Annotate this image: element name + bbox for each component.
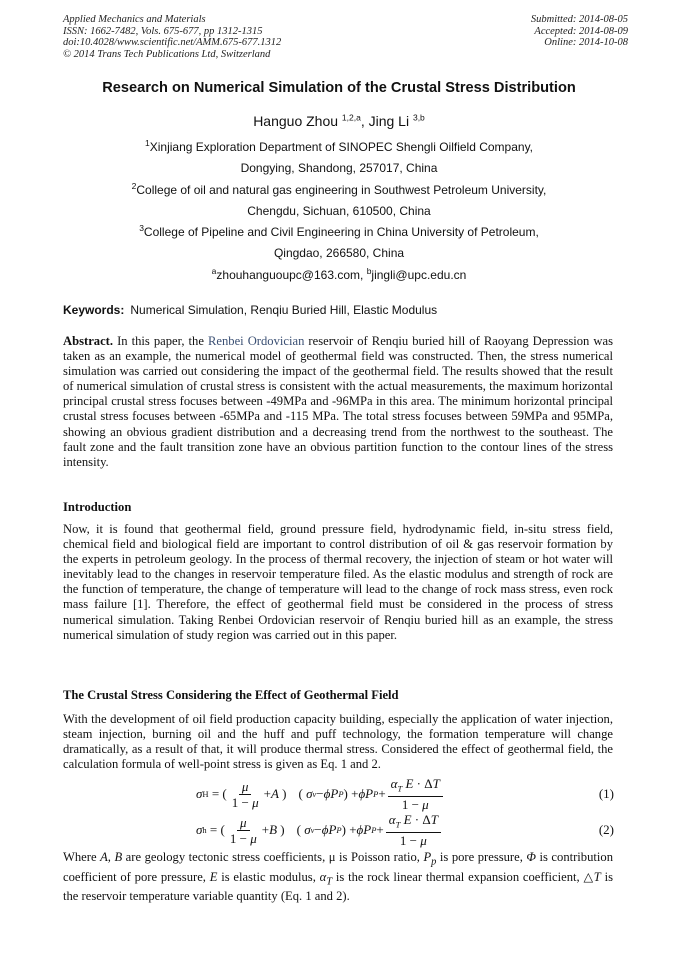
delta-icon: △ xyxy=(583,869,594,884)
email-link[interactable]: zhouhanguoupc@163.com, xyxy=(216,267,367,282)
equation-2 xyxy=(0,812,678,848)
section2-text: With the development of oil field production capacity building, especially the application of water injection, steam injection, burning oil and the huff and puff technology, the formation temperature will change dramatically, as a result of that, it will produce thermal stress. Considered the effect of geothermal field, the calculation formula of well-point stress is given as Eq. 1 and 2. xyxy=(63,712,613,772)
definition-text: is contribution coefficient of pore pressure, xyxy=(63,850,613,884)
definition-text: is pore pressure, xyxy=(436,850,527,864)
abstract-highlight: Renbei Ordovician xyxy=(207,334,305,348)
abstract-text: reservoir of Renqiu buried hill of Raoyang Depression was taken as an example, the numerical model of geothermal field was constructed. Then, the stress numerical simulation was carried out considering the impact of the geothermal field. The results showed that the result of numerical simulation of crustal stress is consistent with the actual measurements, the maximum horizontal principal crustal stress focuses between -49MPa and -96MPa in this area. The minimum horizontal principal crustal stress focuses between -65MPa and -115 MPa. The total stress focuses between 59MPa and 95MPa, showing an obvious gradient distribution and a decreasing trend from the northwest to the southeast. The fault zone and the fault transition zone have an obvious partition function to the contour lines of the stress intensity. xyxy=(63,334,613,469)
equation-number: (1) xyxy=(598,786,614,801)
equation-1 xyxy=(0,776,678,812)
journal-info xyxy=(63,14,281,60)
definition-symbol: Φ xyxy=(526,850,536,864)
eq-constant: B xyxy=(269,822,278,837)
definition-text: are geology tectonic stress coefficients, μ is Poisson ratio, xyxy=(122,850,424,864)
affiliation-text: College of Pipeline and Civil Engineering in China University of Petroleum, xyxy=(143,225,539,240)
definition-text: Where xyxy=(63,850,101,864)
email-link[interactable]: jingli@upc.edu.cn xyxy=(371,267,467,282)
author-name: Jing Li xyxy=(368,113,410,129)
affiliation-line xyxy=(0,180,678,201)
doi-line: doi:10.4028/www.scientific.net/AMM.675-677.1312 xyxy=(63,37,282,48)
affiliation-text: Xinjiang Exploration Department of SINOPEC Shengli Oilfield Company, xyxy=(149,140,534,154)
definition-symbol: P xyxy=(423,850,432,864)
accepted-date: Accepted: 2014-08-09 xyxy=(534,25,628,37)
section-heading-introduction: Introduction xyxy=(63,500,132,514)
abstract-text: In this paper, the xyxy=(113,334,208,348)
eq-lhs-sub: H xyxy=(202,789,209,799)
section-heading-crustal-stress: The Crustal Stress Considering the Effect of Geothermal Field xyxy=(63,688,399,702)
email-marker: b xyxy=(366,265,372,276)
keywords xyxy=(63,303,437,317)
author-separator: , xyxy=(360,113,369,129)
definition-subscript: p xyxy=(431,856,437,868)
equation-body: σ h = ( $\frac{\mu}{1 - \mu}$ + B ) ( σ v − ϕP P ) + ϕP P + $\frac{\alpha_T E \cdot \Delta T}{1 - \mu}$ xyxy=(196,812,443,848)
equation-number: (2) xyxy=(598,822,614,837)
eq-lhs: σ xyxy=(196,822,203,837)
date-info xyxy=(531,14,628,49)
abstract xyxy=(63,334,613,470)
author-superscript: 3,b xyxy=(412,112,425,123)
keywords-text: Numerical Simulation, Renqiu Buried Hill, Elastic Modulus xyxy=(130,303,438,317)
introduction-text: Now, it is found that geothermal field, ground pressure field, hydrodynamic field, in-situ stress field, chemical field and biological field are important to control distribution of oil & gas reservoir formation by the experts in petroleum geology. In the process of thermal recovery, the injection of steam or hot water will inevitably lead to the changes in reservoir temperature filed. As the elastic modulus and strength of rock are the function of temperature, the change of temperature will lead to the change of rock mass stress, even rock mass failure [1]. Therefore, the effect of geothermal field must be considered in the process of stress numerical simulation. Taking Renbei Ordovician reservoir of Renqiu buried hill as an example, the stress numerical simulation of study region was carried out in this paper. xyxy=(63,522,613,642)
author-superscript: 1,2,a xyxy=(341,112,361,123)
online-date: Online: 2014-10-08 xyxy=(544,37,628,48)
email-line xyxy=(0,265,678,286)
affiliation-text: College of oil and natural gas engineering in Southwest Petroleum University, xyxy=(136,182,547,197)
affiliation-line xyxy=(0,222,678,243)
eq-constant: A xyxy=(270,786,279,801)
affiliation-marker: 1 xyxy=(144,138,150,148)
definition-symbol: T xyxy=(593,869,601,884)
eq-lhs-sub: h xyxy=(202,825,207,835)
author-name: Hanguo Zhou xyxy=(253,113,339,129)
affiliation-line xyxy=(0,137,678,158)
definition-symbol: α xyxy=(319,869,327,884)
definition-text: is elastic modulus, xyxy=(217,869,320,884)
keywords-label: Keywords: xyxy=(63,303,125,317)
abstract-label: Abstract. xyxy=(63,334,114,348)
journal-name: Applied Mechanics and Materials xyxy=(63,14,206,25)
submitted-date: Submitted: 2014-08-05 xyxy=(530,14,628,25)
affiliation-line: Qingdao, 266580, China xyxy=(273,246,405,261)
definition-text: is the reservoir temperature variable quantity (Eq. 1 and 2). xyxy=(63,869,613,904)
author-list xyxy=(0,113,678,129)
affiliation-marker: 2 xyxy=(131,180,137,191)
copyright-line: © 2014 Trans Tech Publications Ltd, Switzerland xyxy=(63,48,271,60)
definition-symbol: E xyxy=(209,869,218,884)
issn-line: ISSN: 1662-7482, Vols. 675-677, pp 1312-1315 xyxy=(63,25,263,37)
affiliation-line: Chengdu, Sichuan, 610500, China xyxy=(247,203,431,218)
equation-body: σ H = ( $\frac{\mu}{1 - \mu}$ + A ) ( σ v − ϕP P ) + ϕP P + $\frac{\alpha_T E \cdot \Delta T}{1 - \mu}$ xyxy=(196,776,445,812)
variable-definitions xyxy=(63,850,613,904)
affiliations xyxy=(0,137,678,286)
affiliation-line: Dongying, Shandong, 257017, China xyxy=(240,161,438,176)
eq-lhs: σ xyxy=(196,786,203,801)
definition-subscript: T xyxy=(326,876,333,888)
paper-title: Research on Numerical Simulation of the Crustal Stress Distribution xyxy=(102,80,576,96)
definition-text: is the rock linear thermal expansion coefficient, xyxy=(332,869,584,884)
affiliation-marker: 3 xyxy=(139,223,144,234)
definition-symbol: A, B xyxy=(100,850,123,864)
email-marker: a xyxy=(211,265,217,276)
